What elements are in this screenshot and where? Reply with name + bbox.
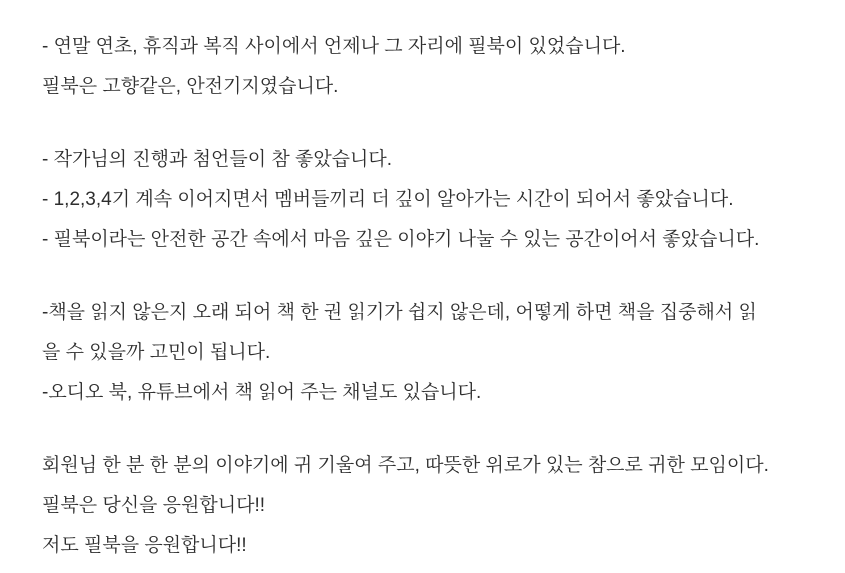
text-line: 을 수 있을까 고민이 됩니다. [42,342,271,363]
paragraph [42,293,829,413]
text-line: 회원님 한 분 한 분의 이야기에 귀 기울여 주고, 따뜻한 위로가 있는 참으로 귀한 모임이다. [42,455,769,476]
text-line: 필북은 당신을 응원합니다!! [42,495,266,516]
text-line: - 1,2,3,4기 계속 이어지면서 멤버들끼리 더 깊이 알아가는 시간이 되어서 좋았습니다. [42,189,734,210]
paragraph [42,446,829,566]
text-line: - 연말 연초, 휴직과 복직 사이에서 언제나 그 자리에 필북이 있었습니다. [42,36,626,57]
text-line: 저도 필북을 응원합니다!! [42,535,247,556]
text-line: -책을 읽지 않은지 오래 되어 책 한 권 읽기가 쉽지 않은데, 어떻게 하면 책을 집중해서 읽 [42,302,757,323]
text-line: 필북은 고향같은, 안전기지였습니다. [42,76,339,97]
text-line: - 필북이라는 안전한 공간 속에서 마음 깊은 이야기 나눌 수 있는 공간이어서 좋았습니다. [42,229,760,250]
paragraph [42,27,829,107]
paragraph [42,140,829,260]
text-line: - 작가님의 진행과 첨언들이 참 좋았습니다. [42,149,393,170]
text-line: -오디오 북, 유튜브에서 책 읽어 주는 채널도 있습니다. [42,382,482,403]
